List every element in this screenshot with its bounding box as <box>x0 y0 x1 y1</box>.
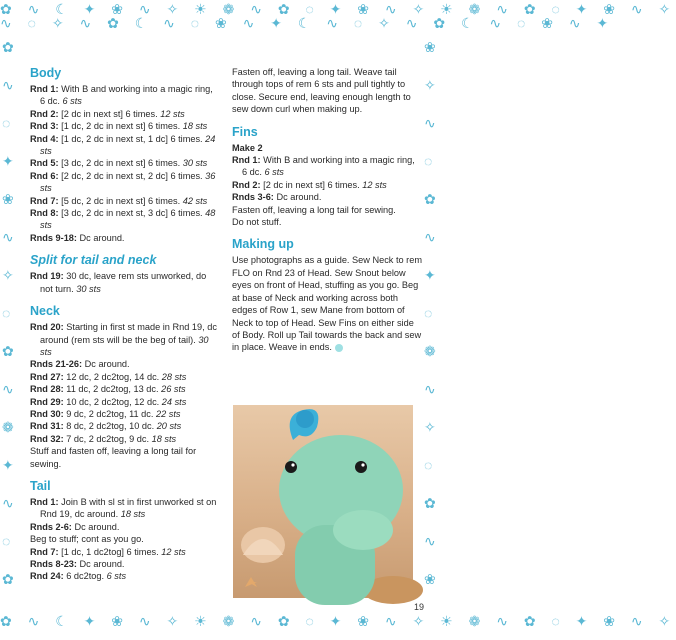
right-eye-highlight <box>361 463 364 466</box>
section-heading-fins: Fins <box>232 124 258 139</box>
left-eye-highlight <box>291 463 294 466</box>
round-label: Rnd 2: <box>232 179 261 190</box>
round-label: Rnd 28: <box>30 384 64 395</box>
round-line <box>30 83 220 108</box>
mane-curl <box>296 410 314 428</box>
round-label: Rnds 9-18: <box>30 232 77 243</box>
making-up-text: Use photographs as a guide. Sew Neck to rem FLO on Rnd 23 of Head. Sew Snout below eyes on front of Head, stuffing as you go. Beg at base of Neck and working across both edges of Row 1, sew Mane from bottom of Neck to top of Head. Sew Fins on either side of Body. Roll up Tail towards the back and sew in place. Weave in ends. <box>232 255 422 353</box>
doodle-border-top: ✿ ∿ ☾ ✦ ❀ ∿ ✧ ☀ ❁ ∿ ✿ ◌ ✦ ❀ ∿ ✧ ☀ ❁ ∿ ✿ ◌ ✦ ❀ ∿ ✧ ∿ ◌ ✧ ∿ ✿ ☾ ∿ ◌ ❀ ∿ ✦ ☾ ∿ ◌ ✧ ∿ ✿ ☾ ∿ ◌ ❀ ∿ ✦ <box>0 1 676 31</box>
intro-paragraph: Fasten off, leaving a long tail. Weave tail through tops of rem 6 sts and pull tightly to close. Secure end, leaving enough length to sew down curl when making up. <box>232 67 411 115</box>
round-label: Rnd 5: <box>30 158 59 169</box>
round-label: Rnd 24: <box>30 571 64 582</box>
left-eye <box>285 461 297 473</box>
stitch-count: 36 sts <box>40 170 216 194</box>
neck-rounds <box>30 321 220 445</box>
round-label: Rnd 20: <box>30 322 64 333</box>
round-text: 30 dc, leave rem sts unworked, do not turn. <box>40 271 207 294</box>
round-text: [2 dc in next st] 6 times. <box>61 108 158 119</box>
starfish-shape <box>245 577 257 587</box>
section-tail <box>30 479 220 583</box>
round-label: Rnd 1: <box>232 155 261 166</box>
round-label: Rnd 6: <box>30 170 59 181</box>
stitch-count: 6 sts <box>264 167 284 178</box>
round-text: 10 dc, 2 dc2tog, 12 dc. <box>66 396 160 407</box>
round-text: With B and working into a magic ring, 6 dc. <box>242 155 415 178</box>
round-text: [2 dc in next st] 6 times. <box>263 179 360 190</box>
page-number: 19 <box>414 602 425 612</box>
doodle-border-left: ✿ ∿ ◌ ✦ ❀ ∿ ✧ ◌ ✿ ∿ ❁ ✦ ∿ ◌ ✿ <box>2 39 14 587</box>
section-heading-body: Body <box>30 66 62 80</box>
section-fins <box>232 125 422 229</box>
round-label: Rnd 27: <box>30 371 64 382</box>
round-label: Rnd 31: <box>30 421 64 432</box>
round-label: Rnds 8-23: <box>30 559 77 569</box>
round-label: Rnds 2-6: <box>30 521 72 532</box>
round-line <box>30 558 220 570</box>
section-heading-neck: Neck <box>30 304 60 319</box>
round-text: 7 dc, 2 dc2tog, 9 dc. <box>66 433 150 444</box>
round-label: Rnd 3: <box>30 121 59 132</box>
stitch-count: 6 sts <box>62 96 82 107</box>
end-dot-icon <box>335 344 343 352</box>
round-line <box>30 195 220 207</box>
dinosaur-snout <box>333 510 393 550</box>
round-line <box>30 321 220 358</box>
round-label: Rnd 19: <box>30 271 64 282</box>
round-label: Rnd 7: <box>30 195 59 206</box>
split-rounds <box>30 270 220 295</box>
body-rounds <box>30 83 220 244</box>
round-line <box>30 420 220 432</box>
round-label: Rnd 29: <box>30 396 64 407</box>
stitch-count: 24 sts <box>40 133 216 157</box>
right-eye <box>355 461 367 473</box>
stitch-count: 28 sts <box>161 371 187 382</box>
round-text: 12 dc, 2 dc2tog, 14 dc. <box>66 371 160 382</box>
section-body <box>30 66 220 244</box>
stitch-count: 48 sts <box>40 208 216 231</box>
round-text: Dc around. <box>79 559 125 569</box>
round-line <box>30 371 220 383</box>
round-text: Dc around. <box>79 232 125 243</box>
right-column <box>232 66 422 363</box>
round-line <box>30 546 220 558</box>
round-line <box>30 521 220 533</box>
round-line <box>30 133 220 158</box>
dinosaur-illustration <box>233 405 413 598</box>
round-text: [5 dc, 2 dc in next st] 6 times. <box>61 195 181 206</box>
round-text: 9 dc, 2 dc2tog, 11 dc. <box>66 408 154 419</box>
round-label: Rnd 30: <box>30 408 64 419</box>
round-text: Join B with sl st in first unworked st on Rnd 19, dc around. <box>40 496 217 520</box>
section-split <box>30 253 220 295</box>
round-label: Rnds 3-6: <box>232 192 274 203</box>
round-label: Rnd 8: <box>30 208 59 219</box>
round-line <box>30 120 220 132</box>
amigurumi-photo <box>233 405 413 598</box>
round-text: [2 dc, 2 dc in next st, 2 dc] 6 times. <box>61 170 203 181</box>
stitch-count: 12 sts <box>362 179 387 190</box>
tail-rounds-2 <box>30 546 220 583</box>
section-heading-tail: Tail <box>30 478 51 493</box>
section-neck <box>30 304 220 470</box>
round-line <box>30 157 220 169</box>
round-text: Dc around. <box>74 521 120 532</box>
fins-instruction-1: Fasten off, leaving a long tail for sewing. <box>232 204 396 215</box>
round-text: Starting in first st made in Rnd 19, dc around (rem sts will be the beg of tail). <box>40 322 217 345</box>
round-label: Rnd 1: <box>30 84 59 94</box>
stitch-count: 12 sts <box>160 108 185 119</box>
stitch-count: 30 sts <box>76 283 101 294</box>
stitch-count: 42 sts <box>182 195 208 206</box>
doodle-border-right: ❀ ✧ ∿ ◌ ✿ ∿ ✦ ◌ ❁ ∿ ✧ ◌ ✿ ∿ ❀ <box>424 39 436 587</box>
section-heading-split: Split for tail and neck <box>30 253 157 268</box>
round-line <box>30 170 220 195</box>
round-line <box>232 179 422 191</box>
round-text: [1 dc, 1 dc2tog] 6 times. <box>61 546 159 557</box>
round-text: 6 dc2tog. <box>66 571 105 582</box>
round-line <box>30 108 220 120</box>
round-label: Rnd 2: <box>30 108 59 119</box>
round-label: Rnd 32: <box>30 433 64 444</box>
round-line <box>30 433 220 445</box>
fins-subheading: Make 2 <box>232 142 263 153</box>
stitch-count: 26 sts <box>161 384 186 395</box>
round-line <box>30 207 220 232</box>
round-label: Rnds 21-26: <box>30 359 83 370</box>
round-label: Rnd 1: <box>30 496 59 507</box>
round-line <box>30 383 220 395</box>
tail-instruction: Beg to stuff; cont as you go. <box>30 534 144 545</box>
round-line <box>30 232 220 244</box>
round-text: With B and working into a magic ring, 6 dc. <box>40 84 213 107</box>
stitch-count: 6 sts <box>106 571 127 582</box>
stitch-count: 20 sts <box>156 421 182 432</box>
neck-instruction: Stuff and fasten off, leaving a long tail for sewing. <box>30 446 197 469</box>
round-line <box>30 358 220 370</box>
round-text: [3 dc, 2 dc in next st, 3 dc] 6 times. <box>61 208 203 219</box>
stitch-count: 12 sts <box>161 546 186 557</box>
stitch-count: 18 sts <box>151 433 177 444</box>
round-label: Rnd 7: <box>30 546 59 557</box>
section-making-up <box>232 237 422 353</box>
stitch-count: 24 sts <box>161 396 187 407</box>
round-line <box>30 270 220 295</box>
stitch-count: 18 sts <box>182 121 208 132</box>
fins-rounds <box>232 154 422 204</box>
section-intro <box>232 66 422 116</box>
left-column <box>30 66 220 592</box>
round-line <box>30 408 220 420</box>
round-line <box>30 396 220 408</box>
round-line <box>30 570 220 582</box>
round-text: [1 dc, 2 dc in next st, 1 dc] 6 times. <box>61 133 203 144</box>
tail-rounds <box>30 496 220 533</box>
stitch-count: 22 sts <box>156 408 181 419</box>
round-text: [3 dc, 2 dc in next st] 6 times. <box>61 158 181 169</box>
round-line <box>232 191 422 203</box>
stitch-count: 30 sts <box>182 158 208 169</box>
stitch-count: 18 sts <box>120 509 146 520</box>
section-heading-making-up: Making up <box>232 237 294 252</box>
round-line <box>232 154 422 179</box>
round-label: Rnd 4: <box>30 133 59 144</box>
doodle-border-bottom: ✿ ∿ ☾ ✦ ❀ ∿ ✧ ☀ ❁ ∿ ✿ ◌ ✦ ❀ ∿ ✧ ☀ ❁ ∿ ✿ ◌ ✦ ❀ ∿ ✧ <box>0 613 676 629</box>
round-text: Dc around. <box>84 359 130 370</box>
round-line <box>30 496 220 521</box>
fins-instruction-2: Do not stuff. <box>232 217 282 228</box>
round-text: 11 dc, 2 dc2tog, 13 dc. <box>66 384 159 395</box>
round-text: [1 dc, 2 dc in next st] 6 times. <box>61 121 181 132</box>
stitch-count: 30 sts <box>40 334 209 357</box>
round-text: Dc around. <box>276 192 322 203</box>
round-text: 8 dc, 2 dc2tog, 10 dc. <box>66 421 155 432</box>
making-up-paragraph <box>232 254 422 353</box>
